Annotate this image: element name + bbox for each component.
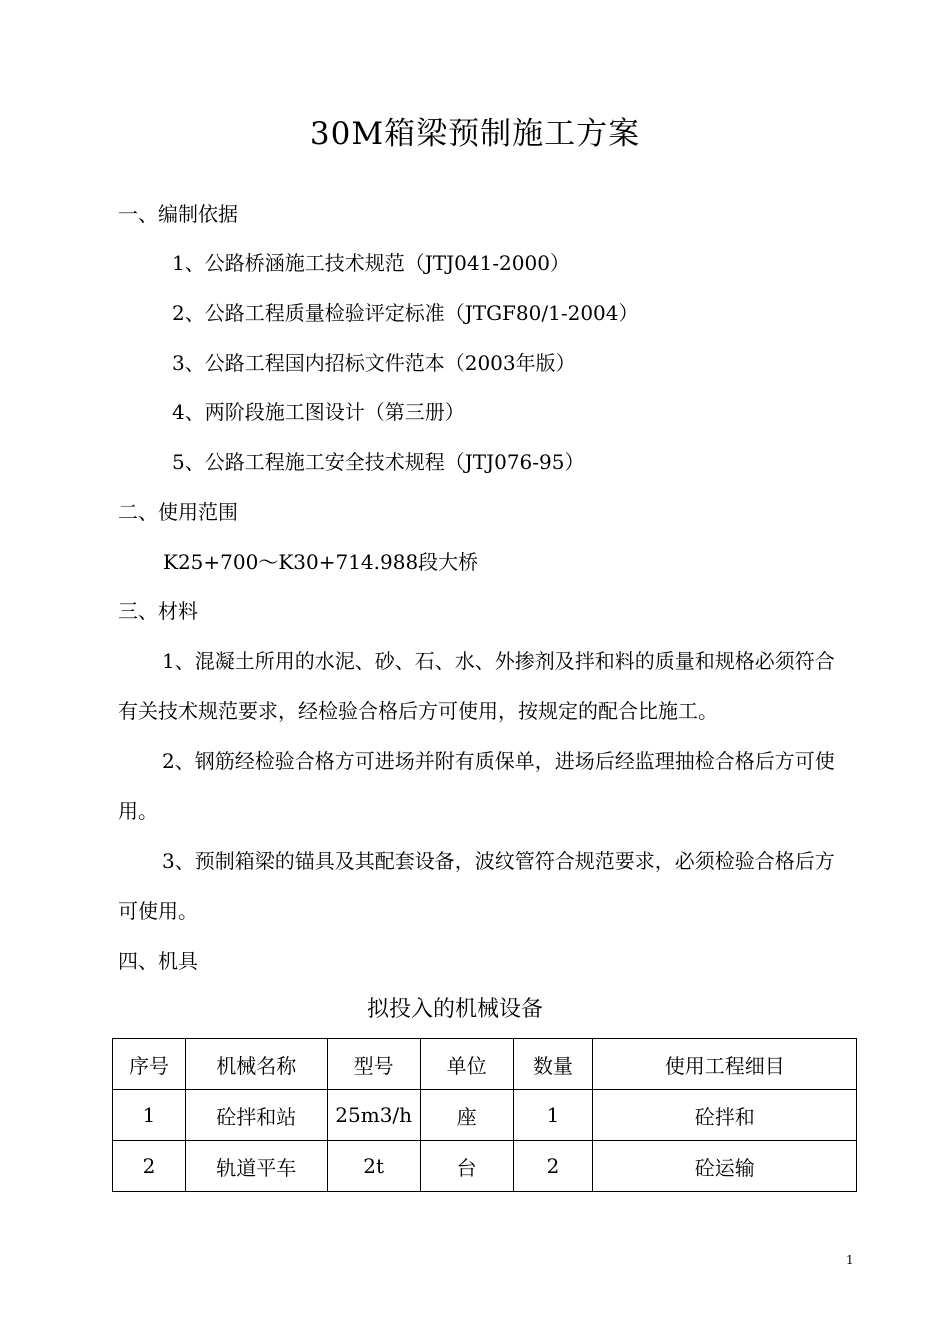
page-number: 1 (846, 1253, 854, 1267)
header-cell: 数量 (513, 1039, 593, 1090)
table-cell: 1 (513, 1090, 593, 1141)
header-cell: 使用工程细目 (593, 1039, 857, 1090)
table-row (113, 1141, 857, 1192)
material-paragraph-2: 2、钢筋经检验合格方可进场并附有质保单，进场后经监理抽检合格后方可使用。 (118, 749, 835, 823)
table-header-row (113, 1039, 857, 1090)
section4-heading: 四、机具 (118, 949, 198, 973)
equipment-table (112, 1038, 857, 1192)
table-cell: 砼拌和 (593, 1090, 857, 1141)
section2-heading: 二、使用范围 (118, 500, 238, 524)
reference-item-1: 1、公路桥涵施工技术规范（JTJ041-2000） (172, 251, 570, 275)
header-cell: 单位 (420, 1039, 513, 1090)
table-cell: 轨道平车 (185, 1141, 327, 1192)
section1-heading: 一、编制依据 (118, 202, 238, 226)
reference-item-2: 2、公路工程质量检验评定标准（JTGF80/1-2004） (172, 301, 639, 325)
table-cell: 2 (513, 1141, 593, 1192)
section3-heading: 三、材料 (118, 599, 198, 623)
table-cell: 25m3/h (327, 1090, 420, 1141)
header-cell: 机械名称 (185, 1039, 327, 1090)
scope-text: K25+700～K30+714.988段大桥 (163, 550, 479, 574)
reference-item-5: 5、公路工程施工安全技术规程（JTJ076-95） (172, 450, 585, 474)
table-cell: 砼运输 (593, 1141, 857, 1192)
table-title: 拟投入的机械设备 (366, 997, 543, 1022)
material-paragraph-1: 1、混凝土所用的水泥、砂、石、水、外掺剂及拌和料的质量和规格必须符合有关技术规范要求，经检验合格后方可使用，按规定的配合比施工。 (118, 649, 835, 723)
header-cell: 型号 (327, 1039, 420, 1090)
table-cell: 1 (113, 1090, 186, 1141)
table-cell: 座 (420, 1090, 513, 1141)
reference-item-3: 3、公路工程国内招标文件范本（2003年版） (172, 351, 576, 375)
table-row (113, 1090, 857, 1141)
material-paragraph-3: 3、预制箱梁的锚具及其配套设备，波纹管符合规范要求，必须检验合格后方可使用。 (118, 849, 835, 923)
header-cell: 序号 (113, 1039, 186, 1090)
table-cell: 台 (420, 1141, 513, 1192)
table-cell: 砼拌和站 (185, 1090, 327, 1141)
reference-item-4: 4、两阶段施工图设计（第三册） (172, 400, 465, 424)
table-cell: 2 (113, 1141, 186, 1192)
table-cell: 2t (327, 1141, 420, 1192)
document-title: 30M箱梁预制施工方案 (309, 116, 641, 152)
